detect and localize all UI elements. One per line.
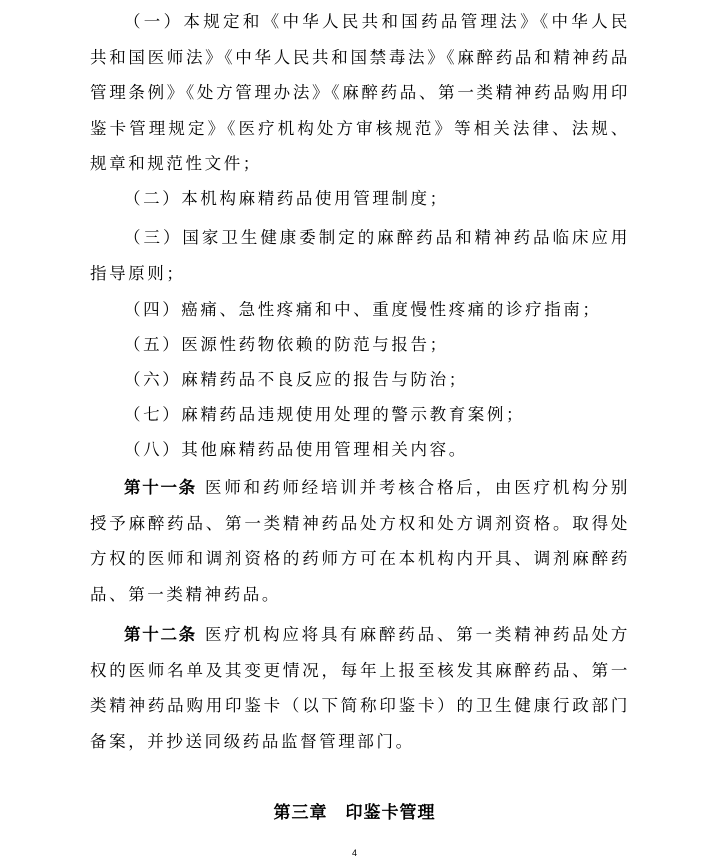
list-item-7: （七）麻精药品违规使用处理的警示教育案例；	[124, 405, 526, 424]
article-11-spacer	[197, 478, 205, 497]
article-12	[90, 617, 630, 759]
article-12-text: 医疗机构应将具有麻醉药品、第一类精神药品处方权的医师名单及其变更情况，每年上报至核发其麻醉药品、第一类精神药品购用印鉴卡（以下简称印鉴卡）的卫生健康行政部门备案，并抄送同级药品监督管理部门。	[90, 625, 630, 751]
page-number: 4	[351, 848, 357, 858]
chapter-number: 第三章	[273, 803, 328, 823]
list-item-2: （二）本机构麻精药品使用管理制度；	[124, 189, 449, 208]
article-12-spacer	[197, 625, 205, 644]
chapter-heading	[0, 798, 709, 823]
article-11-text: 医师和药师经培训并考核合格后，由医疗机构分别授予麻醉药品、第一类精神药品处方权和处方调剂资格。取得处方权的医师和调剂资格的药师方可在本机构内开具、调剂麻醉药品、第一类精神药品。	[90, 478, 630, 604]
list-item-4: （四）癌痛、急性疼痛和中、重度慢性疼痛的诊疗指南；	[124, 300, 602, 319]
article-11	[90, 470, 630, 612]
article-11-heading: 第十一条	[124, 478, 197, 497]
list-item-3: （三）国家卫生健康委制定的麻醉药品和精神药品临床应用指导原则；	[90, 228, 630, 283]
list-item-1: （一）本规定和《中华人民共和国药品管理法》《中华人民共和国医师法》《中华人民共和国禁毒法》《麻醉药品和精神药品管理条例》《处方管理办法》《麻醉药品、第一类精神药品购用印鉴卡管理规定》《医疗机构处方审核规范》等相关法律、法规、规章和规范性文件；	[90, 12, 630, 173]
article-12-heading: 第十二条	[124, 625, 197, 644]
list-item-5: （五）医源性药物依赖的防范与报告；	[124, 335, 449, 354]
list-item-8: （八）其他麻精药品使用管理相关内容。	[124, 440, 468, 459]
chapter-title: 印鉴卡管理	[345, 803, 436, 823]
list-item-6: （六）麻精药品不良反应的报告与防治；	[124, 370, 468, 389]
